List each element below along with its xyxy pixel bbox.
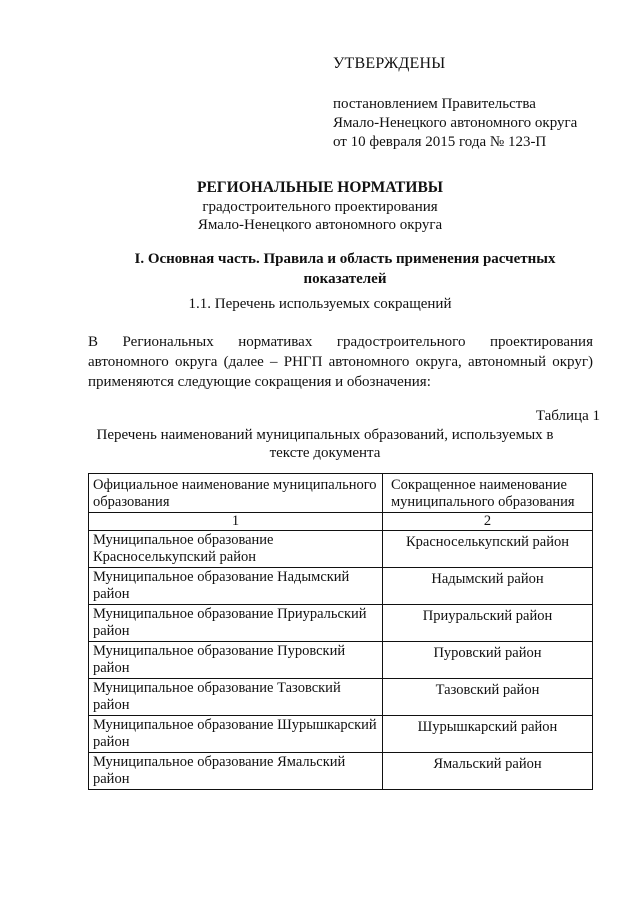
municipalities-table [88,473,593,790]
column-number-cell: 2 [383,513,593,531]
approval-line: от 10 февраля 2015 года № 123-П [333,134,547,150]
table-row [89,531,593,568]
short-name-cell: Пуровский район [383,642,593,679]
section-heading-block [130,249,560,289]
document-subtitle: Ямало-Ненецкого автономного округа [197,217,443,233]
table-label: Таблица 1 [535,408,600,424]
short-name-cell: Приуральский район [383,605,593,642]
approval-title: УТВЕРЖДЕНЫ [333,55,446,72]
table-header-cell: Официальное наименование муниципального образования [89,474,383,513]
official-name-cell: Муниципальное образование Шурышкарский район [89,716,383,753]
official-name-cell: Муниципальное образование Приуральский район [89,605,383,642]
section-heading: I. Основная часть. Правила и область применения расчетных показателей [134,251,556,287]
approval-block [333,55,623,152]
table-row [89,605,593,642]
official-name-cell: Муниципальное образование Красноселькупский район [89,531,383,568]
table-row [89,753,593,790]
official-name-cell: Муниципальное образование Надымский район [89,568,383,605]
table-caption: Перечень наименований муниципальных образований, используемых в тексте документа [96,427,554,461]
subsection-heading: 1.1. Перечень используемых сокращений [188,296,452,312]
table-header-row [89,474,593,513]
official-name-cell: Муниципальное образование Тазовский район [89,679,383,716]
column-number-cell: 1 [89,513,383,531]
table-header-cell: Сокращенное наименование муниципального образования [383,474,593,513]
short-name-cell: Надымский район [383,568,593,605]
short-name-cell: Шурышкарский район [383,716,593,753]
document-title-block [0,178,640,234]
intro-paragraph: В Региональных нормативах градостроительного проектирования автономного округа (далее – РНГП автономного округа, автономный округ) применяются следующие сокращения и обозначения: [88,334,593,390]
table-column-number-row [89,513,593,531]
approval-line: постановлением Правительства [333,96,536,112]
short-name-cell: Тазовский район [383,679,593,716]
table-row [89,716,593,753]
table-row [89,642,593,679]
short-name-cell: Красноселькупский район [383,531,593,568]
document-title: РЕГИОНАЛЬНЫЕ НОРМАТИВЫ [196,179,444,196]
short-name-cell: Ямальский район [383,753,593,790]
document-subtitle: градостроительного проектирования [202,199,438,215]
table-row [89,679,593,716]
official-name-cell: Муниципальное образование Пуровский район [89,642,383,679]
approval-line: Ямало-Ненецкого автономного округа [333,115,578,131]
official-name-cell: Муниципальное образование Ямальский район [89,753,383,790]
table-row [89,568,593,605]
